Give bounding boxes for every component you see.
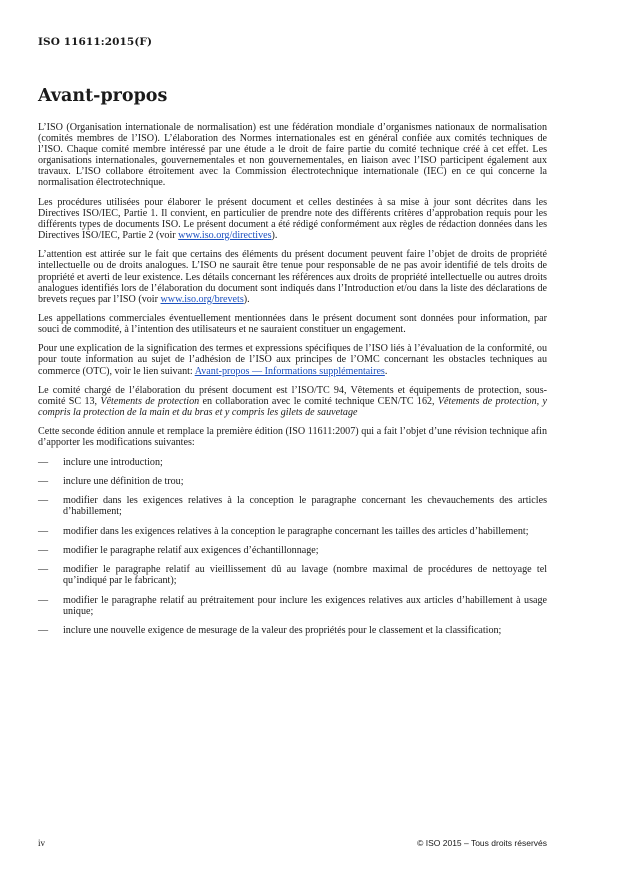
list-item-text: modifier le paragraphe relatif aux exigences d’échantillonnage; [63,544,319,556]
dash-bullet: — [38,475,49,487]
list-item [38,545,547,556]
dash-bullet: — [38,456,49,468]
paragraph-patents [38,249,547,304]
list-item-text: inclure une introduction; [63,456,163,468]
paragraph-conformity-end: . [384,365,388,377]
page-number: iv [38,838,46,848]
paragraph-patents-text: L’attention est attirée sur le fait que certains des éléments du présent document peuvent faire l’objet de droits de propriété intellectuelle ou de droits analogues. L’ISO ne saurait être tenue pour responsable de ne pas avoir identifié de tels droits de propriété et averti de leur existence. Les détails concernant les références aux droits de propriété intellectuelle ou autres droits analogues identifiés lors de l’élaboration du document sont indiqués dans l’Introduction et/ou dans la liste des déclarations de brevets reçues par l’ISO (voir [38,249,547,305]
dash-bullet: — [38,624,49,636]
dash-bullet: — [38,544,49,556]
committee-italic-2: Vêtements de protection, y compris la protection de la main et du bras et y compris les gilets de sauvetage [38,395,547,418]
directives-link[interactable]: www.iso.org/directives [178,230,272,242]
list-item-text: modifier le paragraphe relatif au vieillissement dû au lavage (nombre maximal de procédures de nettoyage tel qu’indiqué par le fabricant); [63,564,547,587]
paragraph-edition: Cette seconde édition annule et remplace la première édition (ISO 11611:2007) qui a fait l’objet d’une révision technique afin d’apporter les modifications suivantes: [38,426,547,449]
foreword-body [38,122,547,644]
paragraph-conformity [38,343,547,376]
list-item [38,625,547,636]
list-item [38,495,547,517]
paragraph-patents-end: ). [243,293,250,305]
dash-bullet: — [38,564,49,576]
dash-bullet: — [38,594,49,606]
dash-bullet: — [38,525,49,537]
list-item-text: inclure une définition de trou; [63,475,184,487]
paragraph-procedures-end: ). [271,230,278,242]
patents-link[interactable]: www.iso.org/brevets [160,293,244,305]
paragraph-procedures-text: Les procédures utilisées pour élaborer le présent document et celles destinées à sa mise à jour sont décrites dans les Directives ISO/IEC, Partie 1. Il convient, en particulier de prendre note des différents critères d’approbation requis pour les différents types de documents ISO. Le présent document a été rédigé conformément aux règles de rédaction données dans les Directives ISO/IEC, Partie 2 (voir [38,196,547,242]
list-item [38,564,547,586]
list-item [38,476,547,487]
list-item-text: modifier dans les exigences relatives à la conception le paragraphe concernant les tailles des articles d’habillement; [63,525,529,537]
committee-text-2: en collaboration avec le comité technique CEN/TC 162, [199,395,438,407]
list-item [38,526,547,537]
committee-italic-1: Vêtements de protection [100,395,200,407]
document-id: ISO 11611:2015(F) [38,36,153,48]
list-item-text: modifier le paragraphe relatif au prétraitement pour inclure les exigences relatives aux articles d’habillement à usage unique; [63,594,547,617]
dash-bullet: — [38,495,49,507]
page-title: Avant-propos [38,86,168,106]
paragraph-conformity-text: Pour une explication de la signification des termes et expressions spécifiques de l’ISO liés à l’évaluation de la conformité, ou pour toute information au sujet de l’adhésion de l’ISO aux principes de l’OMC concernant les obstacles techniques au commerce (OTC), voir le lien suivant: [38,343,547,377]
list-item-text: modifier dans les exigences relatives à la conception le paragraphe concernant les chevauchements des articles d’habillement; [63,495,547,518]
list-item [38,457,547,468]
paragraph-procedures [38,197,547,241]
list-item-text: inclure une nouvelle exigence de mesurage de la valeur des propriétés pour le classement et la classification; [63,624,502,636]
modifications-list [38,457,547,636]
committee-text-1: Le comité chargé de l’élaboration du présent document est l’ISO/TC 94, Vêtements et équipements de protection, sous-comité SC 13, [38,384,547,407]
paragraph-trade-names: Les appellations commerciales éventuellement mentionnées dans le présent document sont données pour information, par souci de commodité, à l’intention des utilisateurs et ne sauraient constituer un engagement. [38,312,547,336]
paragraph-iso-intro: L’ISO (Organisation internationale de normalisation) est une fédération mondiale d’organismes nationaux de normalisation (comités membres de l’ISO). L’élaboration des Normes internationales est en général confiée aux comités techniques de l’ISO. Chaque comité membre intéressé par une étude a le droit de faire partie du comité technique créé à cet effet. Les organisations internationales, gouvernementales et non gouvernementales, en liaison avec l’ISO participent également aux travaux. L’ISO collabore étroitement avec la Commission électrotechnique internationale (IEC) en ce qui concerne la normalisation électrotechnique. [38,122,547,189]
list-item [38,595,547,617]
paragraph-committee [38,385,547,418]
copyright-notice: © ISO 2015 – Tous droits réservés [417,838,547,848]
supplementary-info-link[interactable]: Avant-propos — Informations supplémentaires [194,365,385,377]
